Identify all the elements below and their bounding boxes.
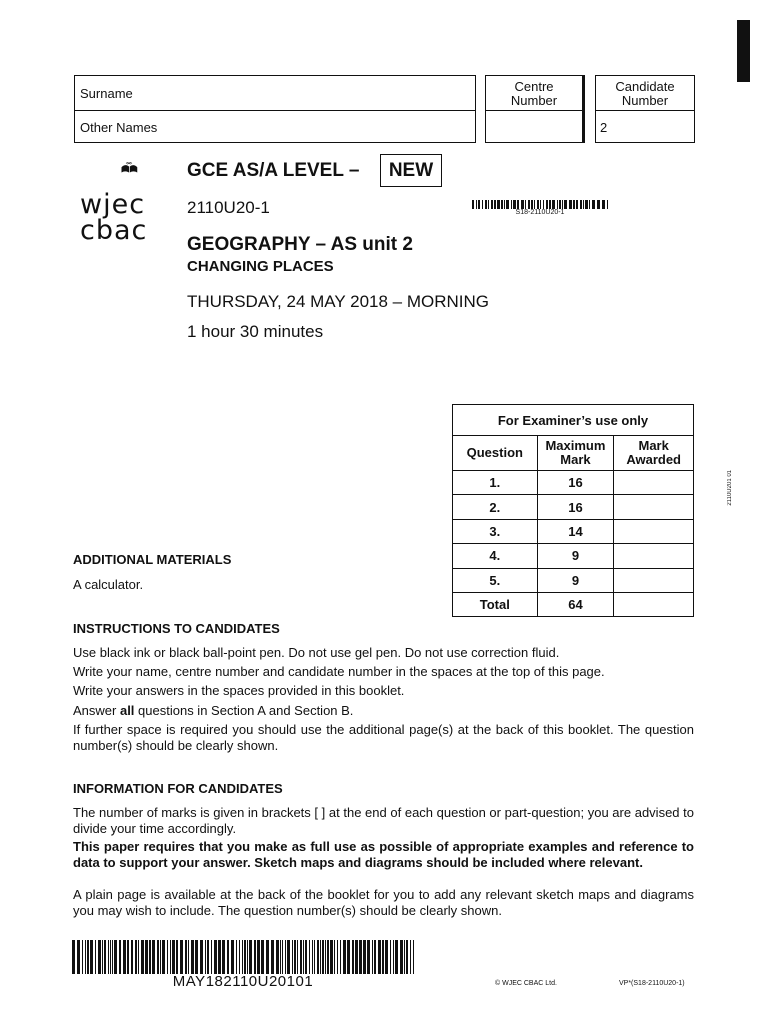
copyright: © WJEC CBAC Ltd. <box>495 980 557 987</box>
question-number-cell: 5. <box>453 568 538 592</box>
candidate-number-field[interactable] <box>596 110 694 142</box>
candidate-number-title: Candidate Number <box>615 79 675 108</box>
instruction-line-5: If further space is required you should use the additional page(s) at the back of this booklet. The question number(s) should be clearly shown. <box>73 722 694 753</box>
instructions-heading: INSTRUCTIONS TO CANDIDATES <box>73 621 280 636</box>
mark-awarded-cell[interactable] <box>614 519 694 543</box>
examiner-table-row <box>453 519 694 543</box>
maximum-mark-cell: 9 <box>537 544 614 568</box>
question-number-cell: 3. <box>453 519 538 543</box>
unit-title: CHANGING PLACES <box>187 258 334 275</box>
mark-awarded-cell[interactable] <box>614 471 694 495</box>
exam-duration: 1 hour 30 minutes <box>187 322 324 341</box>
other-names-label: Other Names <box>80 120 158 135</box>
question-number-cell: 1. <box>453 471 538 495</box>
maximum-mark-cell: 16 <box>537 495 614 519</box>
logo-wjec: wjec <box>80 189 146 220</box>
book-logo-icon <box>110 162 160 192</box>
small-barcode-text: S18-2110U20-1 <box>515 209 565 216</box>
registration-mark <box>737 20 750 82</box>
new-badge: NEW <box>380 154 442 187</box>
qualification-title: GCE AS/A LEVEL – <box>187 160 360 181</box>
centre-number-title: Centre Number <box>510 79 558 108</box>
small-barcode <box>472 200 608 209</box>
instruction-line-4: Answer all questions in Section A and Section B. <box>73 703 354 718</box>
surname-label: Surname <box>80 86 133 101</box>
information-para-3: A plain page is available at the back of the booklet for you to add any relevant sketch maps and diagrams you may wish to include. The question number(s) should be clearly shown. <box>73 887 694 918</box>
header-question: Question <box>453 436 538 471</box>
examiner-table-caption: For Examiner’s use only <box>453 405 694 436</box>
candidate-number-box <box>595 75 695 143</box>
candidate-number-value: 2 <box>600 120 608 135</box>
maximum-mark-cell: 9 <box>537 568 614 592</box>
information-para-1: The number of marks is given in brackets [ ] at the end of each question or part-question; you are advised to divide your time accordingly. <box>73 805 694 836</box>
instruction-line-3: Write your answers in the spaces provided in this booklet. <box>73 683 405 698</box>
maximum-mark-cell: 64 <box>537 592 614 616</box>
question-number-cell: Total <box>453 592 538 616</box>
main-barcode-text: MAY182110U20101 <box>172 973 314 990</box>
examiner-table-row <box>453 471 694 495</box>
mark-awarded-cell[interactable] <box>614 544 694 568</box>
subject-title: GEOGRAPHY – AS unit 2 <box>187 234 413 255</box>
examiner-table-row <box>453 544 694 568</box>
header-maximum-mark: Maximum Mark <box>537 436 614 471</box>
examiner-table-row <box>453 495 694 519</box>
information-para-2: This paper requires that you make as full use as possible of appropriate examples and reference to data to support your answer. Sketch maps and diagrams should be included where relevant. <box>73 839 694 870</box>
centre-number-field[interactable] <box>486 110 582 142</box>
header-mark-awarded: Mark Awarded <box>614 436 694 471</box>
side-code: 2110U201 01 <box>727 470 733 506</box>
additional-materials-heading: ADDITIONAL MATERIALS <box>73 552 232 567</box>
examiner-table-row <box>453 592 694 616</box>
instruction-line-1: Use black ink or black ball-point pen. Do not use gel pen. Do not use correction fluid. <box>73 645 560 660</box>
paper-reference: VP*(S18-2110U20-1) <box>619 980 685 987</box>
instruction-line-2: Write your name, centre number and candidate number in the spaces at the top of this page. <box>73 664 605 679</box>
mark-awarded-cell[interactable] <box>614 495 694 519</box>
paper-code: 2110U20-1 <box>187 198 270 217</box>
information-heading: INFORMATION FOR CANDIDATES <box>73 781 283 796</box>
centre-number-box <box>485 75 585 143</box>
surname-field[interactable] <box>74 75 476 111</box>
main-barcode <box>72 940 414 974</box>
logo-cbac: cbac <box>80 215 148 246</box>
exam-date: THURSDAY, 24 MAY 2018 – MORNING <box>187 292 490 311</box>
maximum-mark-cell: 14 <box>537 519 614 543</box>
question-number-cell: 4. <box>453 544 538 568</box>
additional-materials-text: A calculator. <box>73 577 144 592</box>
question-number-cell: 2. <box>453 495 538 519</box>
other-names-field[interactable] <box>74 110 476 143</box>
maximum-mark-cell: 16 <box>537 471 614 495</box>
mark-awarded-cell[interactable] <box>614 592 694 616</box>
